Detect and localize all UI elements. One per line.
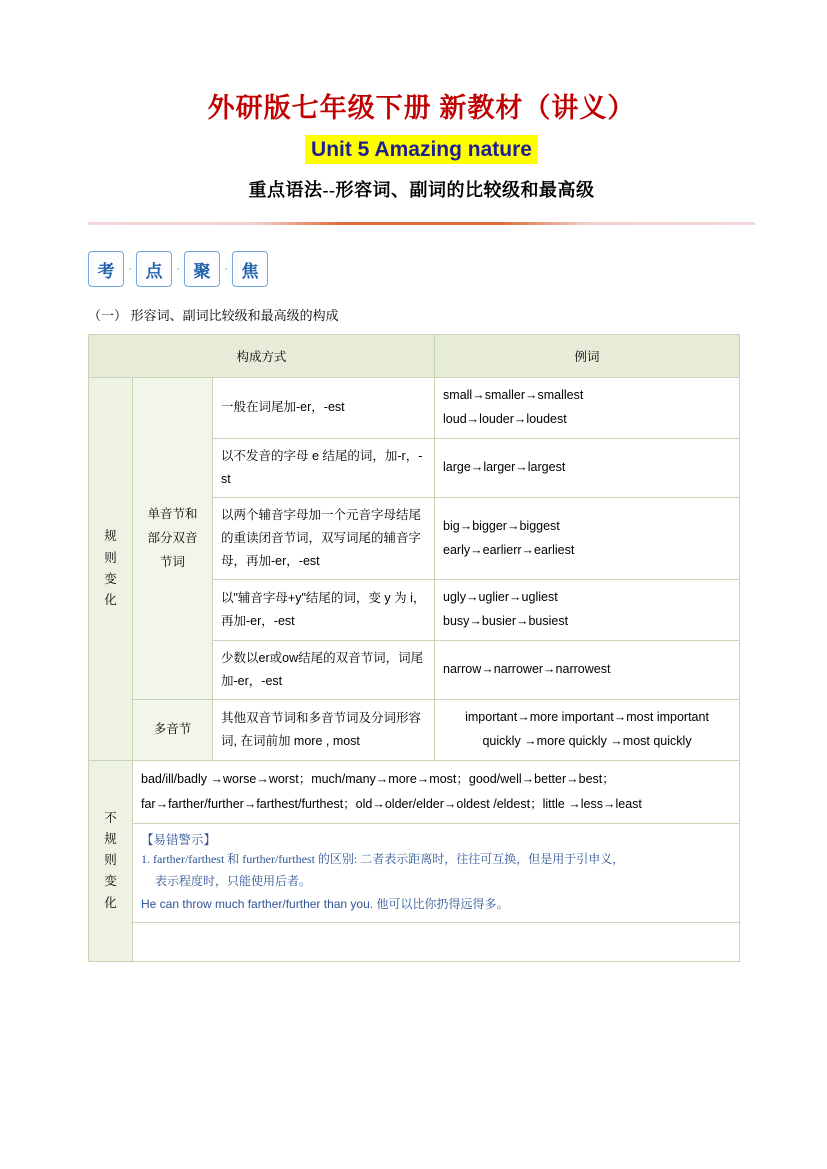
regular-label-line-2: 变 化 — [104, 571, 117, 608]
example-line: large→larger→largest — [443, 460, 566, 475]
irregular-forms-cell — [133, 760, 740, 823]
example-line: big→bigger→biggest — [443, 518, 560, 533]
header-examples: 例词 — [435, 335, 740, 378]
irregular-line: bad/ill/badly →worse→worst；much/many→more→most；good/well→better→best； — [141, 771, 615, 786]
unit-title-wrapper — [88, 135, 755, 164]
example-line: ugly→uglier→ugliest — [443, 590, 558, 605]
title-divider — [88, 222, 755, 225]
group-mono-line-1: 单音节和 — [147, 507, 198, 522]
page-subtitle: 重点语法--形容词、副词的比较级和最高级 — [248, 180, 595, 201]
example-cell — [435, 378, 740, 439]
badge-dian: 点 — [136, 251, 172, 287]
rule-text: 少数以er或ow结尾的双音节词，词尾加-er，-est — [213, 640, 435, 699]
table-row — [89, 700, 740, 761]
section-heading: （一） 形容词、副词比较级和最高级的构成 — [88, 308, 339, 324]
group-mono-line-2: 部分双音 — [147, 530, 198, 545]
irregular-label-line-2: 则 变 — [104, 853, 117, 889]
rule-text: 以不发音的字母 e 结尾的词，加-r，-st — [213, 438, 435, 497]
table-header-row — [89, 335, 740, 378]
grammar-table — [88, 334, 740, 962]
example-cell — [435, 580, 740, 641]
group-monosyllable — [133, 378, 213, 700]
badge-separator-2: · — [175, 261, 181, 277]
blank-cell — [133, 923, 740, 962]
irregular-label — [89, 760, 133, 961]
warning-cell — [133, 823, 740, 922]
example-line: early→earlierr→earliest — [443, 542, 575, 557]
badge-separator-1: · — [127, 261, 133, 277]
example-cell — [435, 498, 740, 580]
warning-line-1: 1. farther/farthest 和 further/furthest 的区别: 二者表示距离时，往往可互换，但是用于引申义， — [141, 851, 625, 866]
rule-text: 一般在词尾加-er，-est — [213, 378, 435, 439]
rule-text: 以两个辅音字母加一个元音字母结尾的重读闭音节词，双写词尾的辅音字母，再加-er，-est — [213, 498, 435, 580]
group-mono-line-3: 节词 — [159, 554, 185, 569]
table-row — [89, 823, 740, 922]
irregular-label-line-1: 不 规 — [104, 810, 117, 846]
warning-line-2: 表示程度时，只能使用后者。 — [155, 874, 312, 889]
table-row — [89, 760, 740, 823]
keypoint-badges — [88, 251, 755, 287]
group-polysyllable: 多音节 — [133, 700, 213, 761]
unit-title: Unit 5 Amazing nature — [305, 135, 538, 164]
example-cell — [435, 700, 740, 761]
badge-kao: 考 — [88, 251, 124, 287]
example-line: small→smaller→smallest — [443, 388, 584, 403]
badge-jiao: 焦 — [232, 251, 268, 287]
irregular-label-line-3: 化 — [104, 895, 117, 910]
badge-ju: 聚 — [184, 251, 220, 287]
warning-title: 【易错警示】 — [141, 832, 217, 847]
header-formation: 构成方式 — [89, 335, 435, 378]
rule-text: 其他双音节词和多音节词及分词形容词, 在词前加 more , most — [213, 700, 435, 761]
example-cell — [435, 438, 740, 497]
rule-text: 以"辅音字母+y"结尾的词，变 y 为 i，再加-er，-est — [213, 580, 435, 641]
example-line: loud→louder→loudest — [443, 412, 567, 427]
example-line: busy→busier→busiest — [443, 614, 569, 629]
irregular-line: far→farther/further→farthest/furthest；old→older/elder→oldest /eldest；little →less→least — [141, 796, 642, 811]
example-cell — [435, 640, 740, 699]
badge-separator-3: · — [223, 261, 229, 277]
table-row — [89, 378, 740, 439]
regular-label-line-1: 规 则 — [104, 529, 117, 565]
regular-label — [89, 378, 133, 760]
example-line: quickly →more quickly →most quickly — [482, 733, 692, 748]
warning-example: He can throw much farther/further than you. 他可以比你扔得远得多。 — [141, 897, 509, 912]
example-line: narrow→narrower→narrowest — [443, 662, 611, 677]
table-row-blank — [89, 923, 740, 962]
example-line: important→more important→most important — [465, 710, 709, 725]
page-title: 外研版七年级下册 新教材（讲义） — [207, 93, 636, 123]
